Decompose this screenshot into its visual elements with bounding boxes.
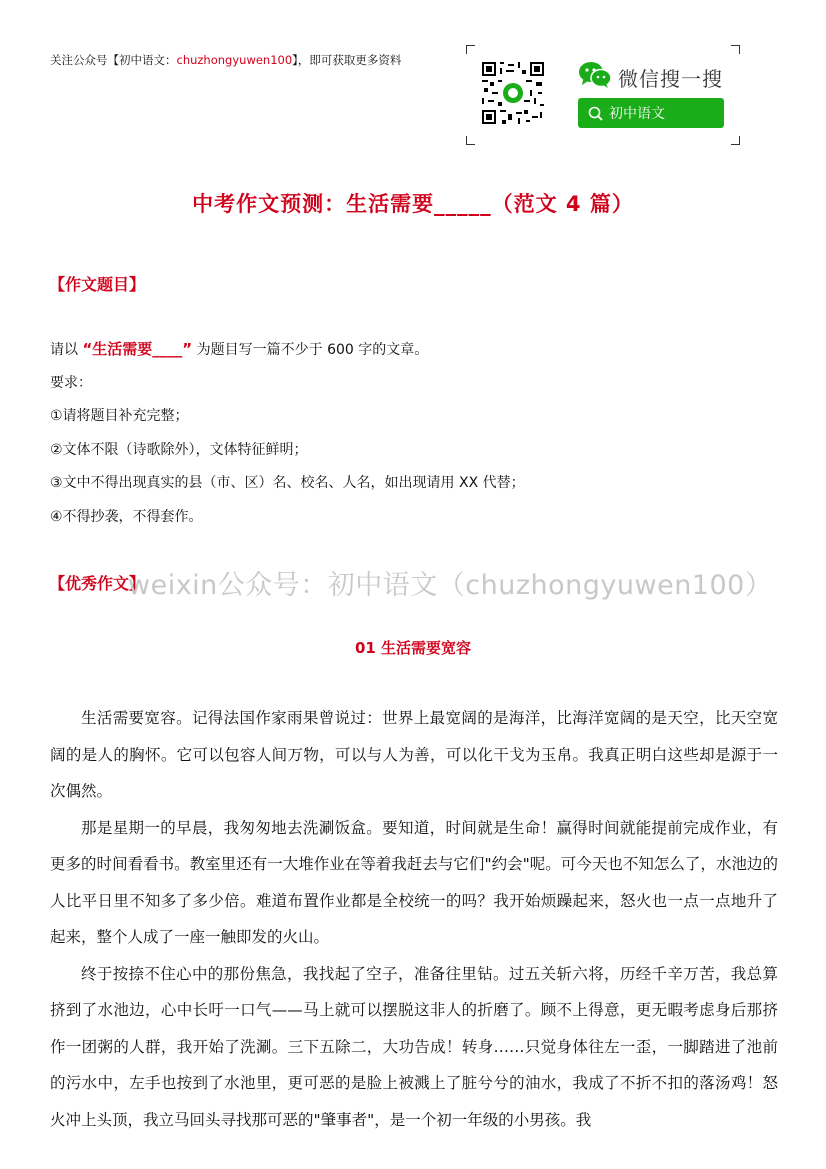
header-note [50,52,401,68]
requirements-label: 要求： [50,375,92,391]
essay-body [50,700,778,1138]
crop-corner [731,136,740,145]
watermark: weixin公众号：初中语文（chuzhongyuwen100） [128,570,773,601]
prompt-prefix: 请以 [50,342,78,358]
essay-paragraph: 那是星期一的早晨，我匆匆地去洗涮饭盒。要知道，时间就是生命！赢得时间就能提前完成作业，有更多的时间看看书。教室里还有一大堆作业在等着我赶去与它们"约会"呢。可今天也不知怎么了，水池边的人比平日里不知多了多少倍。难道布置作业都是全校统一的吗？我开始烦躁起来，怒火也一点一点地升了起来，整个人成了一座一触即发的火山。 [50,818,778,946]
essay-paragraph: 终于按捺不住心中的那份焦急，我找起了空子，准备往里钻。过五关斩六将，历经千辛万苦，我总算挤到了水池边，心中长吁一口气——马上就可以摆脱这非人的折磨了。顾不上得意，更无暇考虑身后那挤作一团粥的人群，我开始了洗涮。三下五除二，大功告成！转身……只觉身体往左一歪，一脚踏进了池前的污水中，左手也按到了水池里，更可恶的是脸上被溅上了脏兮兮的油水，我成了不折不扣的落汤鸡！怒火冲上头顶，我立马回头寻找那可恶的"肇事者"，是一个初一年级的小男孩。我 [50,964,778,1129]
crop-corner [466,136,475,145]
essay-title: 01 生活需要宽容 [354,639,472,657]
prompt-quote: “生活需要____” [82,340,193,358]
wechat-search-title: 微信搜一搜 [618,67,723,91]
requirement-item: ③文中不得出现真实的县（市、区）名、校名、人名，如出现请用 XX 代替； [50,475,525,491]
header-note-account: chuzhongyuwen100 [176,53,293,67]
wechat-logo-icon [578,61,612,89]
qr-code-icon[interactable] [482,62,544,124]
requirement-item: ④不得抄袭，不得套作。 [50,509,203,525]
requirement-item: ②文体不限（诗歌除外），文体特征鲜明； [50,442,308,458]
header-note-suffix: 】，即可获取更多资料 [292,53,402,67]
requirement-item: ①请将题目补充完整； [50,408,189,424]
page-title: 中考作文预测：生活需要_____（范文 4 篇） [192,192,634,216]
prompt-suffix: 为题目写一篇不少于 600 字的文章。 [196,342,429,358]
crop-corner [731,45,740,54]
prompt-line [50,338,428,359]
header-note-prefix: 关注公众号【初中语文： [50,53,177,67]
topic-label: 【作文题目】 [49,275,146,294]
wechat-search-button[interactable] [578,98,724,128]
search-icon [588,106,603,121]
crop-corner [466,45,475,54]
wechat-promo-box [466,45,740,145]
essay-paragraph: 生活需要宽容。记得法国作家雨果曾说过：世界上最宽阔的是海洋，比海洋宽阔的是天空，比天空宽阔的是人的胸怀。它可以包容人间万物，可以与人为善，可以化干戈为玉帛。我真正明白这些却是源于一次偶然。 [50,709,778,800]
excellent-essay-label: 【优秀作文】 [49,574,146,593]
wechat-search-keyword: 初中语文 [609,106,665,122]
